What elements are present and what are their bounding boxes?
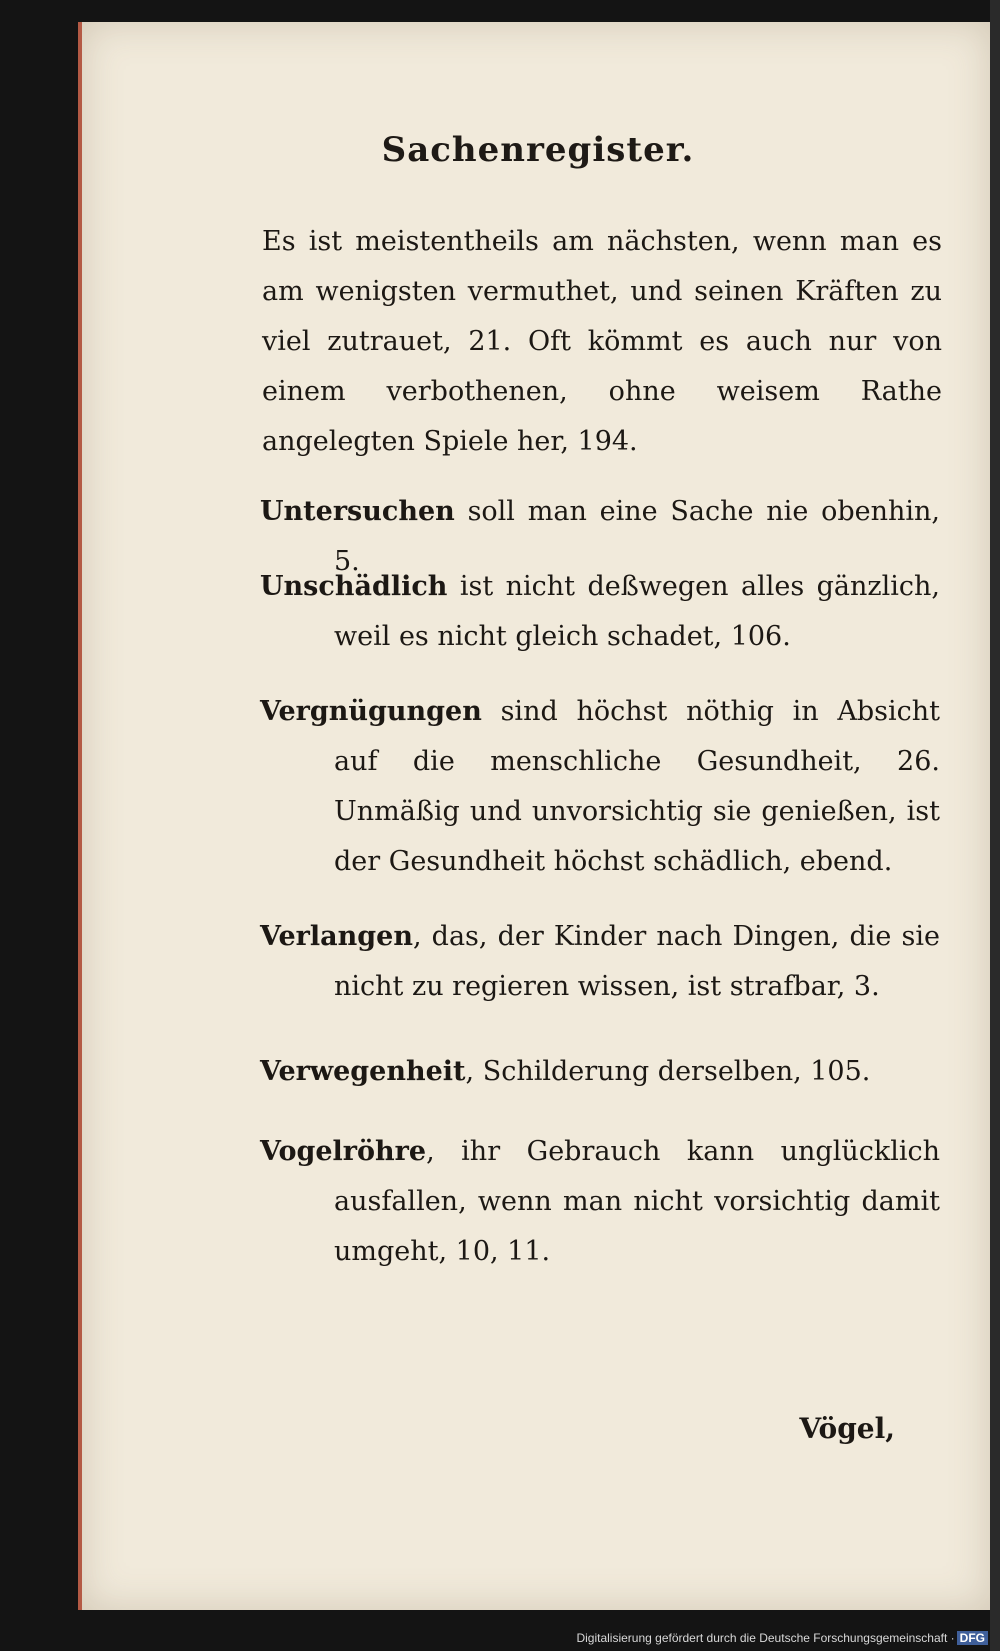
dfg-logo: DFG — [957, 1631, 988, 1645]
catchword: Vögel, — [799, 1412, 895, 1445]
entry-text: ist nicht deßwegen alles gänzlich, weil es nicht gleich schadet, 106. — [334, 571, 940, 652]
entry-text: , ihr Gebrauch kann unglücklich ausfallen, wenn man nicht vorsichtig damit umgeht, 10, 11. — [334, 1136, 940, 1267]
entry-verlangen — [260, 912, 940, 1012]
entry-lead: Verwegenheit — [260, 1056, 466, 1087]
entry-text: sind höchst nöthig in Absicht auf die menschliche Gesundheit, 26. Unmäßig und unvorsichtig sie genießen, ist der Gesundheit höchst schädlich, ebend. — [334, 696, 940, 877]
page-heading: Sachenregister. — [381, 130, 695, 170]
entry-verwegenheit — [260, 1047, 940, 1097]
entry-lead: Untersuchen — [260, 496, 455, 527]
entry-lead: Unschädlich — [260, 571, 448, 602]
digitization-credit — [576, 1631, 988, 1645]
entry-vogelroehre — [260, 1127, 940, 1277]
entry-text: , das, der Kinder nach Dingen, die sie nicht zu regieren wissen, ist strafbar, 3. — [334, 921, 940, 1002]
entry-unschaedlich — [260, 562, 940, 662]
book-page — [78, 22, 990, 1610]
entry-continuation: Es ist meistentheils am nächsten, wenn man es am wenigsten vermuthet, und seinen Kräften zu viel zutrauet, 21. Oft kömmt es auch nur von einem verbothenen, ohne weisem Rathe angelegten Spiele her, 194. — [262, 226, 942, 457]
book-edge — [990, 0, 1000, 1651]
credit-text: Digitalisierung gefördert durch die Deutsche Forschungsgemeinschaft · — [576, 1631, 955, 1645]
entry-text: soll man eine Sache nie obenhin, 5. — [334, 496, 940, 577]
entry-lead: Vergnügungen — [260, 696, 482, 727]
entry-lead: Vogelröhre — [260, 1136, 427, 1167]
entry-vergnuegungen — [260, 687, 940, 887]
entry-lead: Verlangen — [260, 921, 413, 952]
entry-text: , Schilderung derselben, 105. — [465, 1056, 871, 1087]
